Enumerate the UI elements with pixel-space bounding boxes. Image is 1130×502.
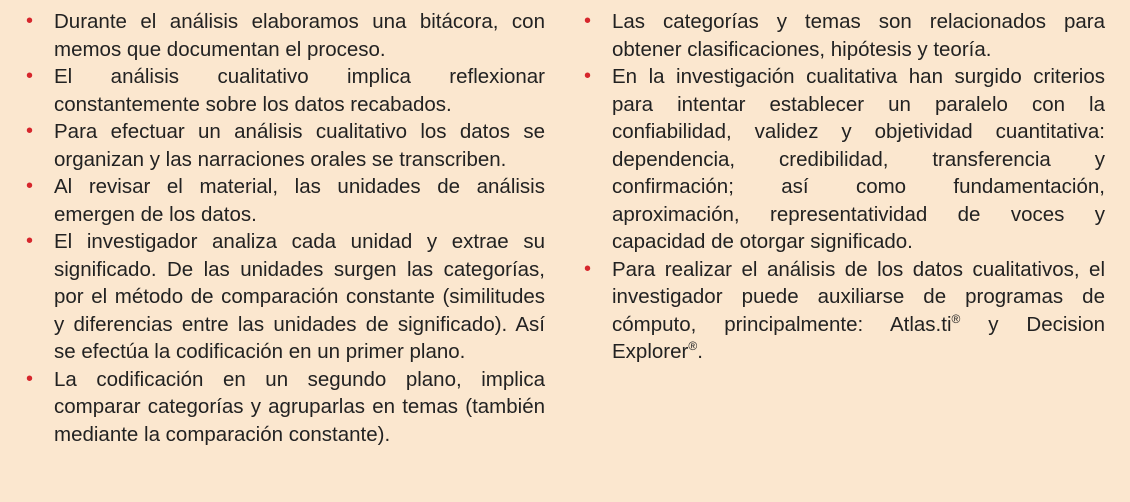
bullet-icon: • bbox=[26, 230, 34, 252]
list-item-text: . bbox=[697, 340, 703, 363]
list-item bbox=[25, 118, 545, 173]
list-item-text: El investigador analiza cada unidad y extrae su significado. De las unidades surgen las categorías, por el método de comparación constante (similitudes y diferencias entre las unidades de significado). Así se efectúa la codificación en un primer plano. bbox=[54, 230, 545, 363]
bullet-icon: • bbox=[584, 10, 592, 32]
list-item-text: Para realizar el análisis de los datos cualitativos, el investigador puede auxiliarse de programas de cómputo, principalmente: Atlas.ti bbox=[612, 257, 1105, 336]
left-column bbox=[25, 8, 545, 448]
list-item-text: Al revisar el material, las unidades de análisis emergen de los datos. bbox=[54, 175, 545, 226]
list-item bbox=[25, 366, 545, 449]
right-column bbox=[583, 8, 1105, 366]
list-item-text: En la investigación cualitativa han surgido criterios para intentar establecer un paralelo con la confiabilidad, validez y objetividad cuantitativa: dependencia, credibilidad, transferencia y confirmación; así como fundamentación, aproximación, representatividad de voces y capacidad de otorgar significado. bbox=[612, 65, 1105, 253]
list-item bbox=[25, 228, 545, 366]
bullet-icon: • bbox=[584, 65, 592, 87]
list-item-text: Para efectuar un análisis cualitativo los datos se organizan y las narraciones orales se transcriben. bbox=[54, 120, 545, 171]
list-item bbox=[583, 63, 1105, 256]
bullet-icon: • bbox=[26, 120, 34, 142]
bullet-icon: • bbox=[26, 367, 34, 390]
list-item bbox=[25, 173, 545, 228]
list-item-text: y Decision Explorer bbox=[612, 312, 1105, 363]
list-item bbox=[583, 256, 1105, 366]
bullet-icon: • bbox=[26, 65, 34, 87]
list-item bbox=[583, 8, 1105, 63]
list-item bbox=[25, 63, 545, 118]
bullet-icon: • bbox=[584, 257, 592, 280]
list-item bbox=[25, 8, 545, 63]
list-item-text: El análisis cualitativo implica reflexionar constantemente sobre los datos recabados. bbox=[54, 65, 545, 116]
list-item-text: Durante el análisis elaboramos una bitácora, con memos que documentan el proceso. bbox=[54, 10, 545, 61]
bullet-icon: • bbox=[26, 10, 34, 32]
bullet-icon: • bbox=[26, 175, 34, 197]
registered-mark: ® bbox=[951, 311, 961, 326]
list-item-text: Las categorías y temas son relacionados para obtener clasificaciones, hipótesis y teoría. bbox=[612, 10, 1105, 61]
list-item-text: La codificación en un segundo plano, implica comparar categorías y agruparlas en temas (también mediante la comparación constante). bbox=[54, 367, 545, 446]
registered-mark: ® bbox=[688, 339, 698, 353]
